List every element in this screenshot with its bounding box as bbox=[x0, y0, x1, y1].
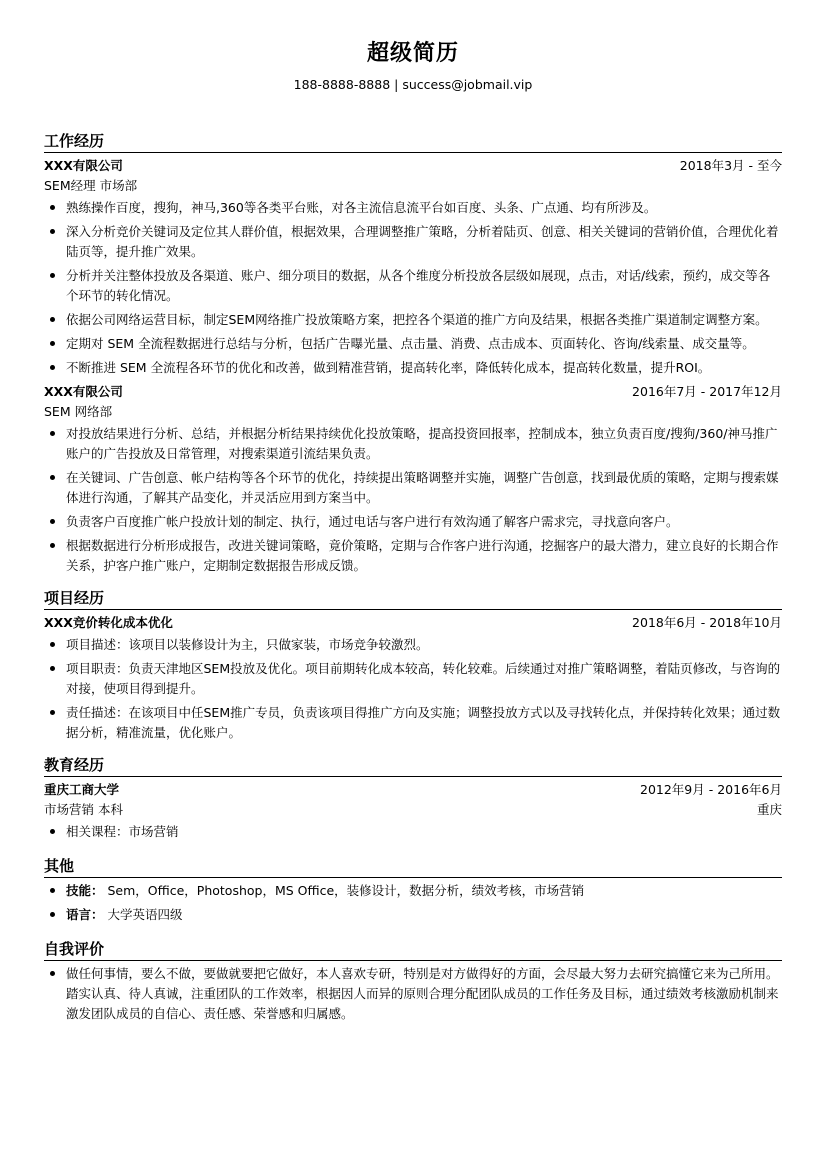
work-section bbox=[44, 131, 782, 576]
company-name: XXX有限公司 bbox=[44, 384, 123, 399]
project-entry bbox=[44, 613, 782, 743]
bullet-dot-icon bbox=[50, 888, 55, 893]
bullet-dot-icon bbox=[50, 365, 55, 370]
list-item: 项目职责：负责天津地区SEM投放及优化。项目前期转化成本较高，转化较难。后续通过对推广策略调整，着陆页修改，与咨询的对接，使项目得到提升。 bbox=[44, 659, 782, 699]
education-date: 2012年9月 - 2016年6月 bbox=[640, 782, 782, 797]
section-title-work: 工作经历 bbox=[44, 131, 782, 153]
self-evaluation-bullets bbox=[44, 964, 782, 1024]
bullet-dot-icon bbox=[50, 431, 55, 436]
job-date: 2016年7月 - 2017年12月 bbox=[632, 384, 782, 399]
resume-name: 超级简历 bbox=[366, 41, 459, 66]
skills-label: 技能： bbox=[66, 883, 104, 898]
list-item: 根据数据进行分析形成报告，改进关键词策略，竟价策略，定期与合作客户进行沟通，挖掘客户的最大潜力，建立良好的长期合作关系，护客户推广账户，定期制定数据报告形成反馈。 bbox=[44, 536, 782, 576]
bullet-dot-icon bbox=[50, 829, 55, 834]
list-item: 分析并关注整体投放及各渠道、账户、细分项目的数据，从各个维度分析投放各层级如展现，点击，对话/线索，预约，成交等各个环节的转化情况。 bbox=[44, 266, 782, 306]
other-section bbox=[44, 856, 782, 925]
job-entry bbox=[44, 382, 782, 576]
list-item: 不断推进 SEM 全流程各环节的优化和改善，做到精准营销，提高转化率，降低转化成本，提高转化数量，提升ROI。 bbox=[44, 358, 782, 378]
project-bullets bbox=[44, 635, 782, 743]
list-item: 熟练操作百度，搜狗，神马,360等各类平台账，对各主流信息流平台如百度、头条、广点通、均有所涉及。 bbox=[44, 198, 782, 218]
list-item: 相关课程：市场营销 bbox=[44, 822, 782, 842]
bullet-dot-icon bbox=[50, 971, 55, 976]
bullet-dot-icon bbox=[50, 666, 55, 671]
list-item bbox=[44, 905, 782, 925]
contact-info: 188-8888-8888 | success@jobmail.vip bbox=[293, 77, 533, 92]
bullet-dot-icon bbox=[50, 317, 55, 322]
bullet-dot-icon bbox=[50, 519, 55, 524]
language-text: 大学英语四级 bbox=[107, 907, 183, 922]
language-label: 语言： bbox=[66, 907, 104, 922]
bullet-dot-icon bbox=[50, 543, 55, 548]
list-item: 在关键词、广告创意、帐户结构等各个环节的优化，持续提出策略调整并实施，调整广告创意，找到最优质的策略，定期与搜索媒体进行沟通，了解其产品变化，并灵活应用到方案当中。 bbox=[44, 468, 782, 508]
job-bullets bbox=[44, 424, 782, 576]
section-title-self-evaluation: 自我评价 bbox=[44, 939, 782, 961]
other-bullets bbox=[44, 881, 782, 925]
section-title-projects: 项目经历 bbox=[44, 588, 782, 610]
section-title-other: 其他 bbox=[44, 856, 782, 878]
company-name: XXX有限公司 bbox=[44, 158, 123, 173]
list-item: 负责客户百度推广帐户投放计划的制定、执行，通过电话与客户进行有效沟通了解客户需求完，寻找意向客户。 bbox=[44, 512, 782, 532]
bullet-dot-icon bbox=[50, 273, 55, 278]
bullet-dot-icon bbox=[50, 205, 55, 210]
education-section bbox=[44, 755, 782, 842]
education-location: 重庆 bbox=[756, 802, 782, 817]
list-item: 依据公司网络运营目标，制定SEM网络推广投放策略方案，把控各个渠道的推广方向及结果，根据各类推广渠道制定调整方案。 bbox=[44, 310, 782, 330]
job-date: 2018年3月 - 至今 bbox=[679, 158, 782, 173]
bullet-dot-icon bbox=[50, 475, 55, 480]
self-evaluation-section bbox=[44, 939, 782, 1024]
bullet-dot-icon bbox=[50, 341, 55, 346]
project-name: XXX竞价转化成本优化 bbox=[44, 615, 173, 630]
project-date: 2018年6月 - 2018年10月 bbox=[632, 615, 782, 630]
resume-header bbox=[44, 0, 782, 93]
bullet-dot-icon bbox=[50, 710, 55, 715]
job-entry bbox=[44, 156, 782, 378]
skills-text: Sem，Office，Photoshop，MS Office，装修设计，数据分析，绩效考核，市场营销 bbox=[107, 883, 585, 898]
education-bullets bbox=[44, 822, 782, 842]
bullet-dot-icon bbox=[50, 912, 55, 917]
list-item: 做任何事情，要么不做，要做就要把它做好，本人喜欢专研，特别是对方做得好的方面，会尽最大努力去研究搞懂它来为己所用。踏实认真、待人真诚，注重团队的工作效率，根据因人而异的原则合理分配团队成员的工作任务及目标，通过绩效考核激励机制来激发团队成员的自信心、责任感、荣誉感和归属感。 bbox=[44, 964, 782, 1024]
section-title-education: 教育经历 bbox=[44, 755, 782, 777]
list-item: 定期对 SEM 全流程数据进行总结与分析，包括广告曝光量、点击量、消费、点击成本、页面转化、咨询/线索量、成交量等。 bbox=[44, 334, 782, 354]
job-role: SEM 网络部 bbox=[44, 404, 113, 419]
list-item bbox=[44, 881, 782, 901]
bullet-dot-icon bbox=[50, 229, 55, 234]
projects-section bbox=[44, 588, 782, 743]
school-name: 重庆工商大学 bbox=[44, 782, 120, 797]
bullet-dot-icon bbox=[50, 642, 55, 647]
job-role: SEM经理 市场部 bbox=[44, 178, 138, 193]
education-major: 市场营销 本科 bbox=[44, 802, 123, 817]
list-item: 项目描述：该项目以装修设计为主，只做家装，市场竞争较激烈。 bbox=[44, 635, 782, 655]
job-bullets bbox=[44, 198, 782, 378]
list-item: 对投放结果进行分析、总结，并根据分析结果持续优化投放策略，提高投资回报率，控制成本，独立负责百度/搜狗/360/神马推广账户的广告投放及日常管理，对搜索渠道引流结果负责。 bbox=[44, 424, 782, 464]
list-item: 深入分析竞价关键词及定位其人群价值，根据效果，合理调整推广策略，分析着陆页、创意、相关关键词的营销价值，合理优化着陆页等，提升推广效果。 bbox=[44, 222, 782, 262]
list-item: 责任描述：在该项目中任SEM推广专员，负责该项目得推广方向及实施；调整投放方式以及寻找转化点，并保持转化效果；通过数据分析，精准流量，优化账户。 bbox=[44, 703, 782, 743]
